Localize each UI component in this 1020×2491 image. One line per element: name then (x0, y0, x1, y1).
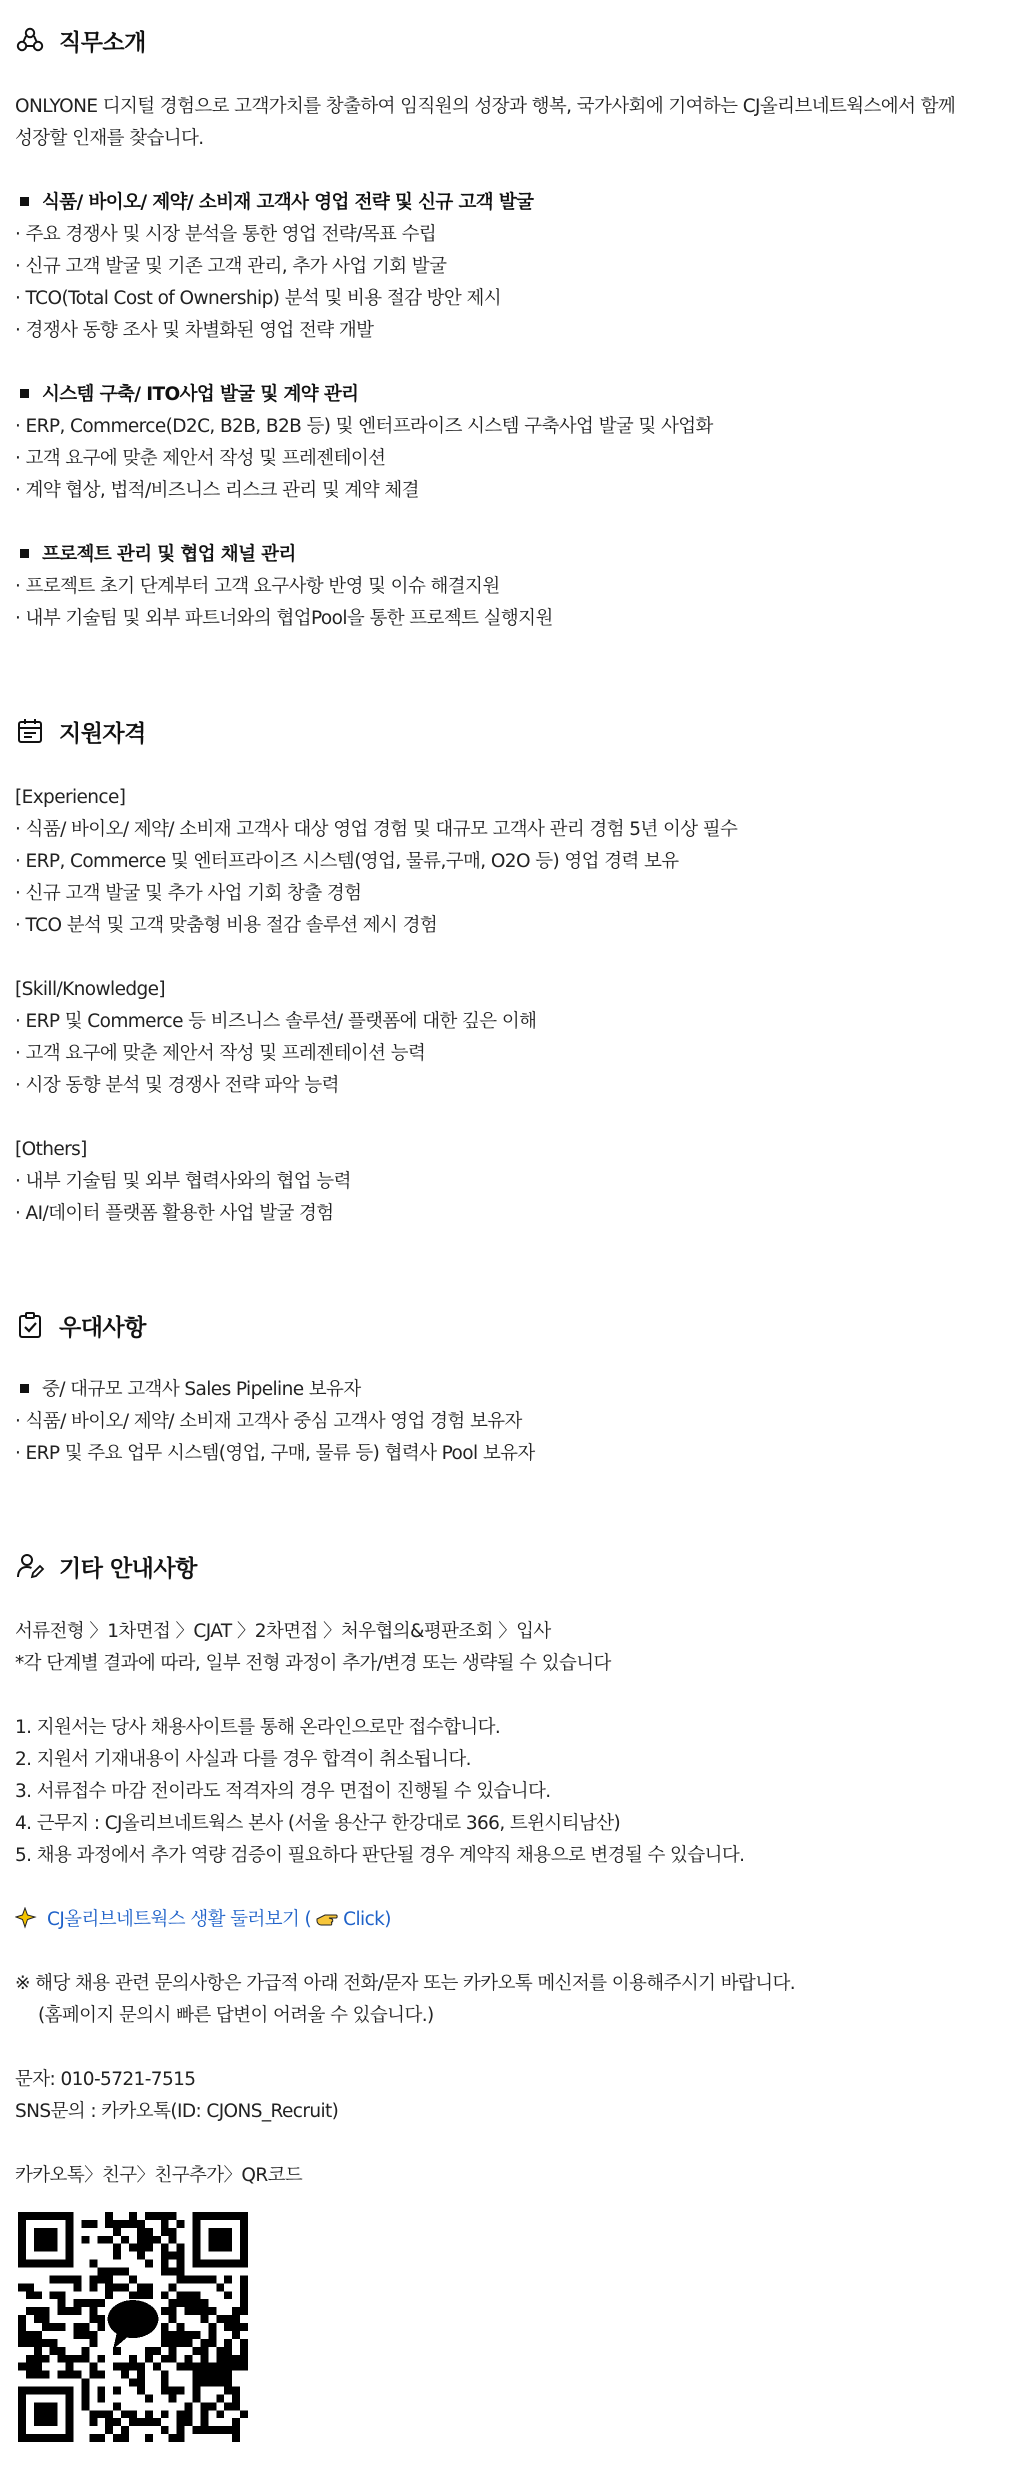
group-heading: [Experience] (15, 787, 126, 808)
list-item: · 주요 경쟁사 및 시장 분석을 통한 영업 전략/목표 수립 (15, 224, 437, 245)
person-edit-icon (15, 1551, 45, 1581)
list-item: · 고객 요구에 맞춘 제안서 작성 및 프레젠테이션 능력 (15, 1043, 426, 1064)
list-item: · 내부 기술팀 및 외부 협력사와의 협업 능력 (15, 1171, 351, 1192)
notice-item: 4. 근무지 : CJ올리브네트웍스 본사 (서울 용산구 한강대로 366, 트윈시티남산) (15, 1813, 621, 1834)
bullet-square (20, 549, 29, 558)
group-heading: [Skill/Knowledge] (15, 979, 166, 1000)
group-heading: 프로젝트 관리 및 협업 채널 관리 (15, 539, 296, 571)
notice-item: 3. 서류접수 마감 전이라도 적격자의 경우 면접이 진행될 수 있습니다. (15, 1781, 551, 1802)
network-icon (15, 25, 45, 55)
contact-phone: 문자: 010-5721-7515 (15, 2069, 196, 2090)
list-item: · 경쟁사 동향 조사 및 차별화된 영업 전략 개발 (15, 320, 374, 341)
group-heading: [Others] (15, 1139, 87, 1160)
list-item: · ERP, Commerce 및 엔터프라이즈 시스템(영업, 물류,구매, O2O 등) 영업 경력 보유 (15, 851, 679, 872)
section-preferred-header (15, 1305, 146, 1345)
list-item: · 식품/ 바이오/ 제약/ 소비재 고객사 중심 고객사 영업 경험 보유자 (15, 1411, 522, 1432)
sparkle-icon (15, 1907, 37, 1929)
list-item: · 시장 동향 분석 및 경쟁사 전략 파악 능력 (15, 1075, 339, 1096)
list-item: · TCO(Total Cost of Ownership) 분석 및 비용 절감 방안 제시 (15, 288, 502, 309)
list-item: · 내부 기술팀 및 외부 파트너와의 협업Pool을 통한 프로젝트 실행지원 (15, 608, 553, 629)
group-heading: 시스템 구축/ ITO사업 발굴 및 계약 관리 (15, 379, 358, 411)
qr-label: 카카오톡〉친구〉친구추가〉QR코드 (15, 2165, 303, 2186)
inquiry-note: ※ 해당 채용 관련 문의사항은 가급적 아래 전화/문자 또는 카카오톡 메신저를 이용해주시기 바랍니다. (15, 1973, 796, 1994)
contact-sns: SNS문의 : 카카오톡(ID: CJONS_Recruit) (15, 2101, 339, 2122)
list-item: · ERP 및 Commerce 등 비즈니스 솔루션/ 플랫폼에 대한 깊은 이해 (15, 1011, 537, 1032)
qr-code (18, 2212, 248, 2442)
intro-line: 성장할 인재를 찾습니다. (15, 128, 204, 149)
notice-item: 5. 채용 과정에서 추가 역량 검증이 필요하다 판단될 경우 계약직 채용으로 변경될 수 있습니다. (15, 1845, 745, 1866)
process-note: *각 단계별 결과에 따라, 일부 전형 과정이 추가/변경 또는 생략될 수 있습니다 (15, 1653, 611, 1674)
section-job-intro-header (15, 20, 146, 60)
checklist-icon (15, 1310, 45, 1340)
inquiry-note: (홈페이지 문의시 빠른 답변이 어려울 수 있습니다.) (38, 2005, 434, 2026)
list-item: · 프로젝트 초기 단계부터 고객 요구사항 반영 및 이슈 해결지원 (15, 576, 500, 597)
section-title: 직무소개 (59, 29, 146, 56)
section-other-info-header (15, 1546, 197, 1586)
bullet-square (20, 197, 29, 206)
list-item: · AI/데이터 플랫폼 활용한 사업 발굴 경험 (15, 1203, 334, 1224)
section-title: 지원자격 (59, 720, 146, 747)
list-item: · 계약 협상, 법적/비즈니스 리스크 관리 및 계약 체결 (15, 480, 419, 501)
intro-line: ONLYONE 디지털 경험으로 고객가치를 창출하여 임직원의 성장과 행복, 국가사회에 기여하는 CJ올리브네트웍스에서 함께 (15, 96, 956, 117)
list-item: · 고객 요구에 맞춘 제안서 작성 및 프레젠테이션 (15, 448, 386, 469)
hiring-process: 서류전형 〉1차면접 〉CJAT 〉2차면접 〉처우협의&평판조회 〉입사 (15, 1621, 551, 1642)
list-item: 중/ 대규모 고객사 Sales Pipeline 보유자 (15, 1374, 361, 1406)
section-title: 우대사항 (59, 1314, 146, 1341)
calendar-icon (15, 716, 45, 746)
list-item: · 신규 고객 발굴 및 추가 사업 기회 창출 경험 (15, 883, 362, 904)
list-item: · TCO 분석 및 고객 맞춤형 비용 절감 솔루션 제시 경험 (15, 915, 438, 936)
bullet-square (20, 389, 29, 398)
bullet-square (20, 1384, 29, 1393)
pointing-hand-icon (315, 1910, 339, 1928)
list-item: · 식품/ 바이오/ 제약/ 소비재 고객사 대상 영업 경험 및 대규모 고객사 관리 경험 5년 이상 필수 (15, 819, 738, 840)
list-item: · ERP 및 주요 업무 시스템(영업, 구매, 물류 등) 협력사 Pool 보유자 (15, 1443, 535, 1464)
notice-item: 1. 지원서는 당사 채용사이트를 통해 온라인으로만 접수합니다. (15, 1717, 501, 1738)
life-tour-link[interactable]: CJ올리브네트웍스 생활 둘러보기 ( Click) (15, 1904, 391, 1936)
section-qualifications-header (15, 711, 146, 751)
list-item: · ERP, Commerce(D2C, B2B, B2B 등) 및 엔터프라이즈 시스템 구축사업 발굴 및 사업화 (15, 416, 713, 437)
list-item: · 신규 고객 발굴 및 기존 고객 관리, 추가 사업 기회 발굴 (15, 256, 447, 277)
notice-item: 2. 지원서 기재내용이 사실과 다를 경우 합격이 취소됩니다. (15, 1749, 471, 1770)
group-heading: 식품/ 바이오/ 제약/ 소비재 고객사 영업 전략 및 신규 고객 발굴 (15, 187, 533, 219)
section-title: 기타 안내사항 (59, 1555, 197, 1582)
